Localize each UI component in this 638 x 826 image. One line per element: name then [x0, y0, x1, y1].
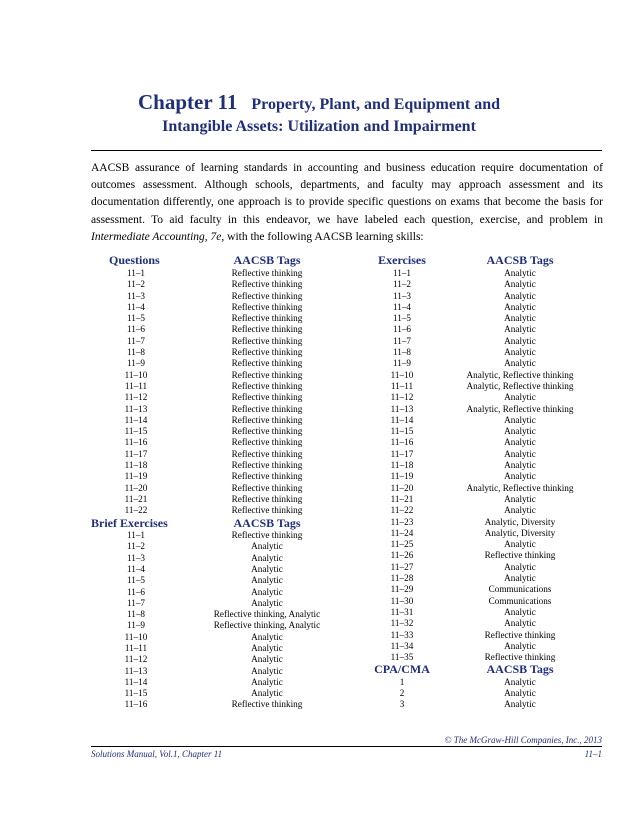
exercise-tag: Analytic: [504, 301, 536, 312]
exercise-tag: Analytic: [504, 426, 536, 437]
question-tag: Reflective thinking: [231, 335, 303, 346]
column-question-tags: [195, 253, 339, 711]
question-tag: Reflective thinking: [231, 482, 303, 493]
exercise-tag: Analytic: [504, 335, 536, 346]
brief-exercise-id: 11–13: [124, 665, 148, 676]
exercise-id: 11–29: [390, 584, 414, 595]
column-exercise-ids: [352, 253, 452, 711]
exercise-id: 11–25: [390, 539, 414, 550]
question-id: 11–20: [124, 482, 148, 493]
question-id: 11–10: [124, 369, 148, 380]
exercise-tag: Analytic: [504, 313, 536, 324]
exercise-tag: Analytic: [504, 618, 536, 629]
question-tag: Reflective thinking: [231, 471, 303, 482]
exercise-tag: Analytic: [504, 471, 536, 482]
cpa-cma-tag: Analytic: [504, 699, 536, 710]
exercise-id: 11–4: [392, 301, 412, 312]
exercise-id: 11–16: [390, 437, 414, 448]
brief-exercise-id: 11–16: [124, 699, 148, 710]
question-id: 11–12: [124, 392, 148, 403]
brief-exercise-id: 11–8: [126, 609, 146, 620]
chapter-title-first-line: Property, Plant, and Equipment and: [251, 96, 500, 113]
intro-book-title: Intermediate Accounting, 7e,: [91, 230, 225, 243]
column-exercise-tags: [448, 253, 592, 711]
question-id: 11–4: [126, 301, 146, 312]
exercises-tags-header: AACSB Tags: [486, 253, 554, 267]
brief-exercise-tag: Reflective thinking: [231, 699, 303, 710]
question-id: 11–6: [126, 324, 146, 335]
question-tag: Reflective thinking: [231, 324, 303, 335]
exercise-id: 11–28: [390, 573, 414, 584]
question-id: 11–11: [124, 380, 148, 391]
question-tag: Reflective thinking: [231, 414, 303, 425]
question-id: 11–17: [124, 448, 148, 459]
question-id: 11–16: [124, 437, 148, 448]
exercise-id: 11–1: [392, 268, 412, 278]
brief-exercise-tag: Analytic: [251, 586, 283, 597]
question-id: 11–9: [126, 358, 146, 369]
header-divider: [91, 150, 602, 151]
cpa-cma-header: CPA/CMA: [374, 662, 430, 677]
exercise-id: 11–19: [390, 471, 414, 482]
copyright-notice: © The McGraw-Hill Companies, Inc., 2013: [444, 735, 602, 745]
question-id: 11–13: [124, 403, 148, 414]
exercise-tag: Analytic: [504, 640, 536, 651]
exercise-tag: Analytic: [504, 414, 536, 425]
exercise-id: 11–7: [392, 335, 412, 346]
question-tag: Reflective thinking: [231, 380, 303, 391]
brief-exercises-header: Brief Exercises: [91, 515, 168, 530]
questions-tags-header: AACSB Tags: [233, 253, 301, 267]
question-tag: Reflective thinking: [231, 301, 303, 312]
question-tag: Reflective thinking: [231, 313, 303, 324]
question-id: 11–8: [126, 347, 146, 358]
exercise-tag: Analytic: [504, 347, 536, 358]
exercise-tag: Reflective thinking: [484, 652, 556, 663]
exercise-tag: Analytic: [504, 268, 536, 278]
exercise-id: 11–15: [390, 426, 414, 437]
exercise-id: 11–9: [392, 358, 412, 369]
exercise-id: 11–12: [390, 392, 414, 403]
exercise-tag: Analytic, Reflective thinking: [466, 482, 574, 493]
intro-paragraph: [91, 160, 603, 246]
exercise-id: 11–20: [390, 482, 414, 493]
exercise-tag: Reflective thinking: [484, 629, 556, 640]
question-id: 11–22: [124, 505, 148, 516]
question-id: 11–1: [126, 268, 146, 278]
brief-exercise-id: 11–5: [126, 575, 146, 586]
exercise-id: 11–3: [392, 290, 412, 301]
exercise-id: 11–14: [390, 414, 414, 425]
exercise-id: 11–35: [390, 652, 414, 663]
exercise-id: 11–30: [390, 595, 414, 606]
exercise-tag: Reflective thinking: [484, 550, 556, 561]
question-id: 11–15: [124, 426, 148, 437]
exercise-id: 11–32: [390, 618, 414, 629]
brief-exercise-id: 11–10: [124, 631, 148, 642]
footer-divider: [91, 746, 602, 747]
question-id: 11–5: [126, 313, 146, 324]
exercise-tag: Analytic: [504, 279, 536, 290]
brief-exercise-id: 11–15: [124, 688, 148, 699]
exercise-id: 11–22: [390, 505, 414, 516]
question-id: 11–7: [126, 335, 146, 346]
exercise-id: 11–21: [390, 493, 414, 504]
exercise-id: 11–27: [390, 561, 414, 572]
question-tag: Reflective thinking: [231, 460, 303, 471]
question-tag: Reflective thinking: [231, 403, 303, 414]
exercise-tag: Analytic: [504, 573, 536, 584]
exercise-tag: Analytic, Diversity: [484, 516, 556, 527]
exercise-tag: Analytic, Reflective thinking: [466, 369, 574, 380]
exercise-tag: Analytic: [504, 358, 536, 369]
question-tag: Reflective thinking: [231, 358, 303, 369]
cpa-cma-id: 2: [399, 688, 405, 699]
cpa-cma-tags-header: AACSB Tags: [486, 662, 554, 677]
brief-exercise-tag: Reflective thinking, Analytic: [213, 620, 321, 631]
exercise-tag: Analytic: [504, 606, 536, 617]
question-tag: Reflective thinking: [231, 290, 303, 301]
brief-exercise-tag: Reflective thinking: [231, 530, 303, 541]
brief-exercise-tag: Reflective thinking, Analytic: [213, 609, 321, 620]
exercise-tag: Analytic, Reflective thinking: [466, 403, 574, 414]
chapter-title-second-line: Intangible Assets: Utilization and Impairment: [162, 118, 476, 135]
exercise-id: 11–13: [390, 403, 414, 414]
brief-exercise-tag: Analytic: [251, 597, 283, 608]
question-tag: Reflective thinking: [231, 279, 303, 290]
title-line-1: [0, 90, 638, 115]
brief-exercise-tag: Analytic: [251, 643, 283, 653]
brief-exercise-id: 11–2: [126, 541, 146, 552]
exercise-tag: Communications: [488, 595, 552, 606]
brief-exercise-id: 11–1: [126, 530, 146, 541]
question-id: 11–19: [124, 471, 148, 482]
exercise-id: 11–11: [390, 380, 414, 391]
brief-exercise-id: 11–6: [126, 586, 146, 597]
footer-source: Solutions Manual, Vol.1, Chapter 11: [91, 749, 223, 759]
column-question-ids: [91, 253, 181, 711]
brief-exercise-id: 11–3: [126, 552, 146, 563]
brief-exercise-id: 11–9: [126, 620, 146, 631]
question-tag: Reflective thinking: [231, 426, 303, 437]
question-tag: Reflective thinking: [231, 392, 303, 403]
brief-exercise-id: 11–7: [126, 597, 146, 608]
exercise-id: 11–17: [390, 448, 414, 459]
exercise-id: 11–34: [390, 640, 414, 651]
question-tag: Reflective thinking: [231, 347, 303, 358]
exercise-tag: Analytic: [504, 290, 536, 301]
exercise-id: 11–6: [392, 324, 412, 335]
exercise-tag: Communications: [488, 584, 552, 595]
exercise-tag: Analytic: [504, 505, 536, 516]
exercise-id: 11–24: [390, 527, 414, 538]
exercise-tag: Analytic: [504, 460, 536, 471]
exercise-id: 11–10: [390, 369, 414, 380]
brief-exercise-tag: Analytic: [251, 654, 283, 665]
page-number: 11–1: [584, 749, 602, 759]
question-tag: Reflective thinking: [231, 448, 303, 459]
cpa-cma-tag: Analytic: [504, 676, 536, 687]
brief-exercise-tag: Analytic: [251, 563, 283, 574]
brief-exercise-tag: Analytic: [251, 552, 283, 563]
exercise-tag: Analytic: [504, 392, 536, 403]
exercise-id: 11–18: [390, 460, 414, 471]
exercise-tag: Analytic, Diversity: [484, 527, 556, 538]
cpa-cma-tag: Analytic: [504, 688, 536, 699]
question-tag: Reflective thinking: [231, 493, 303, 504]
cpa-cma-id: 1: [399, 676, 405, 687]
exercise-tag: Analytic: [504, 493, 536, 504]
exercise-id: 11–8: [392, 347, 412, 358]
brief-exercise-id: 11–12: [124, 654, 148, 665]
question-tag: Reflective thinking: [231, 369, 303, 380]
brief-exercise-tag: Analytic: [251, 541, 283, 552]
cpa-cma-id: 3: [399, 699, 405, 710]
question-tag: Reflective thinking: [231, 505, 303, 516]
intro-text-part1: AACSB assurance of learning standards in accounting and business education require documentation of outcomes assessment. Although schools, departments, and faculty may approach assessment and its documentation differently, one approach is to provide specific questions on exams that become the basis for assessment. To aid faculty in this endeavor, we have labeled each question, exercise, and problem in: [91, 162, 603, 226]
exercise-id: 11–2: [392, 279, 412, 290]
brief-exercise-tag: Analytic: [251, 688, 283, 699]
brief-exercise-id: 11–4: [126, 563, 146, 574]
exercise-id: 11–26: [390, 550, 414, 561]
exercise-tag: Analytic: [504, 539, 536, 550]
brief-exercise-tag: Analytic: [251, 665, 283, 676]
exercise-tag: Analytic: [504, 448, 536, 459]
question-id: 11–18: [124, 460, 148, 471]
exercise-tag: Analytic: [504, 324, 536, 335]
exercise-tag: Analytic, Reflective thinking: [466, 380, 574, 391]
question-id: 11–21: [124, 493, 148, 504]
brief-exercise-tag: Analytic: [251, 676, 283, 687]
exercise-id: 11–5: [392, 313, 412, 324]
exercises-header: Exercises: [378, 253, 426, 267]
brief-exercise-tag: Analytic: [251, 631, 283, 642]
brief-exercise-id: 11–11: [124, 643, 148, 653]
exercise-id: 11–23: [390, 516, 414, 527]
brief-exercise-tag: Analytic: [251, 575, 283, 586]
exercise-tag: Analytic: [504, 437, 536, 448]
exercise-id: 11–33: [390, 629, 414, 640]
question-id: 11–2: [126, 279, 146, 290]
chapter-number: Chapter 11: [137, 90, 238, 114]
question-id: 11–14: [124, 414, 148, 425]
exercise-id: 11–31: [390, 606, 414, 617]
question-tag: Reflective thinking: [231, 268, 303, 278]
brief-exercise-id: 11–14: [124, 676, 148, 687]
question-tag: Reflective thinking: [231, 437, 303, 448]
brief-exercises-tags-header: AACSB Tags: [233, 515, 301, 530]
exercise-tag: Analytic: [504, 561, 536, 572]
questions-header: Questions: [109, 253, 160, 267]
intro-text-part2: with the following AACSB learning skills:: [224, 230, 424, 243]
question-id: 11–3: [126, 290, 146, 301]
